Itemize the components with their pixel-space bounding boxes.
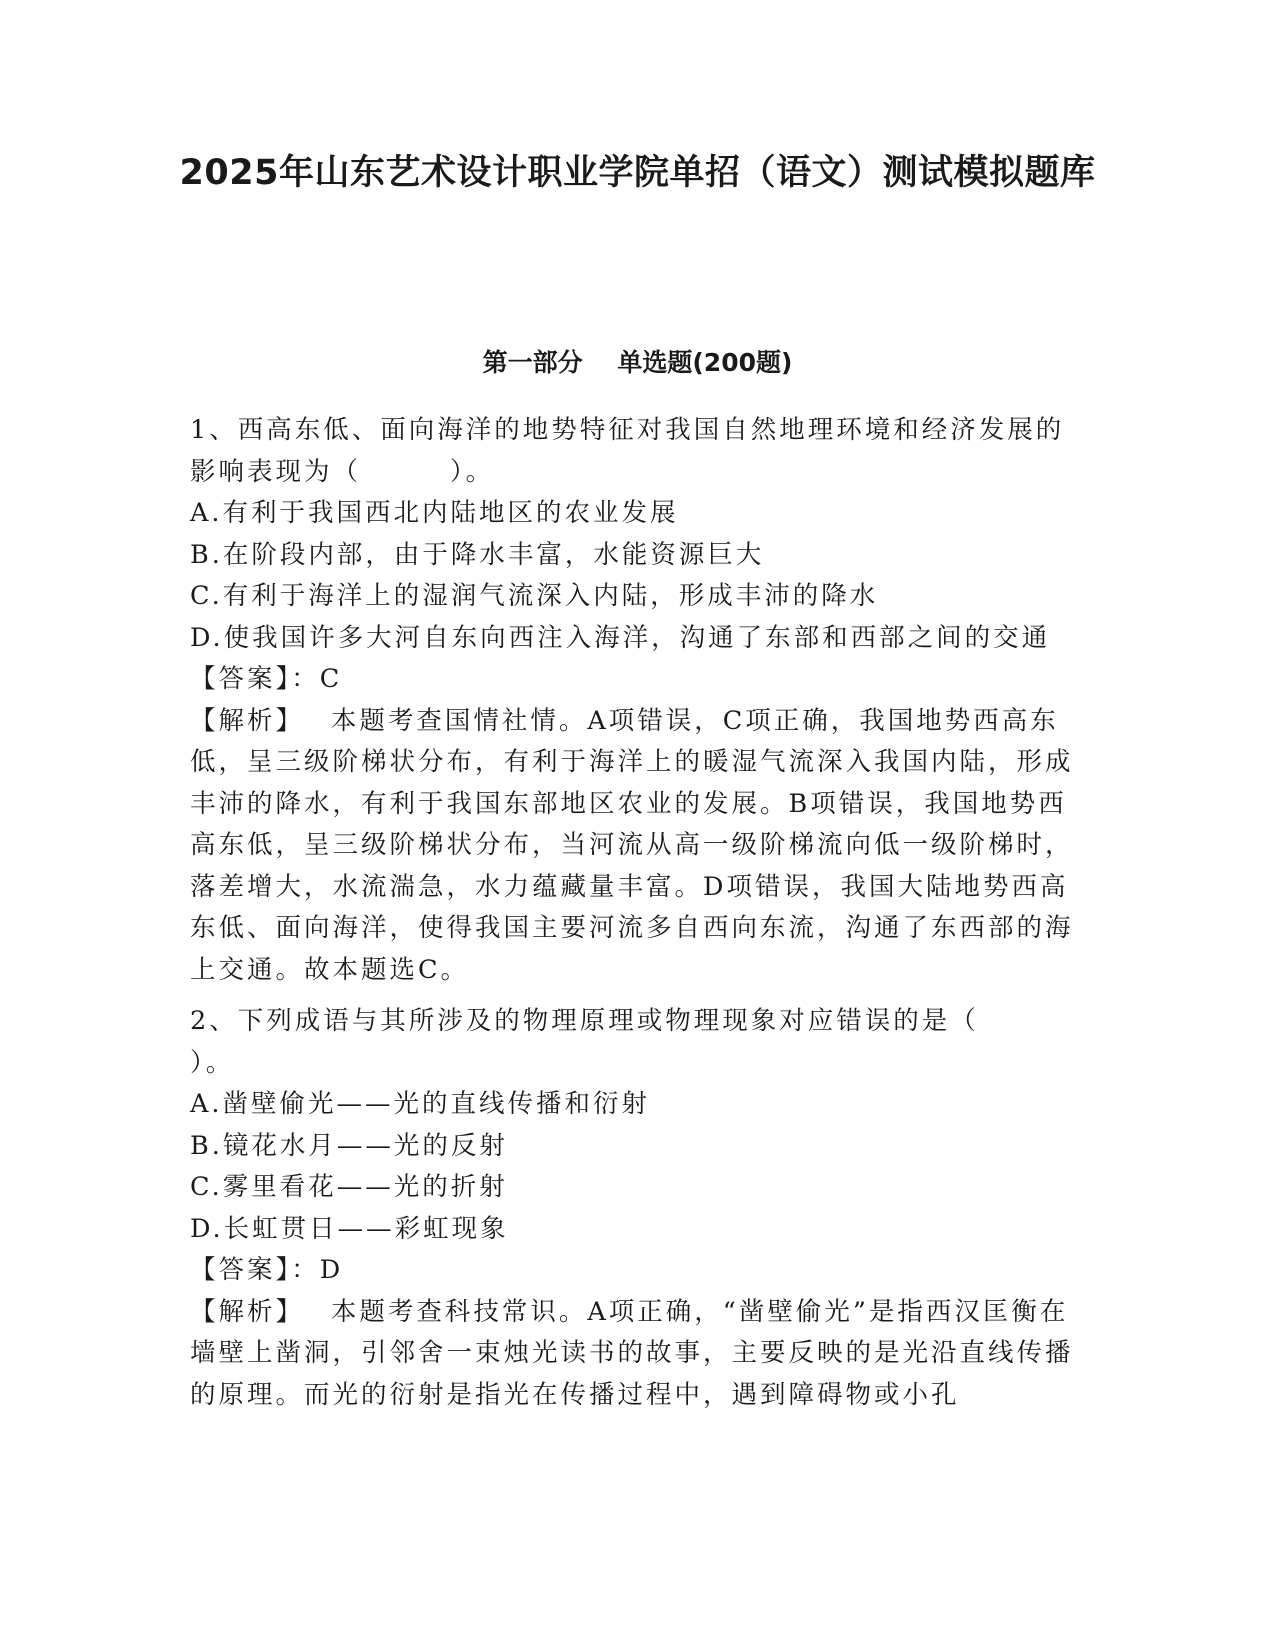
option-b: B.在阶段内部，由于降水丰富，水能资源巨大 <box>190 539 765 570</box>
analysis-text: 本题考查科技常识。A项正确，“凿壁偷光”是指西汉匡衡在墙壁上凿洞，引邻舍一束烛光读书的故事，主要反映的是光沿直线传播的原理。而光的衍射是指光在传播过程中，遇到障碍物或小孔 <box>190 1296 1074 1410</box>
analysis <box>190 701 1085 992</box>
analysis-label: 【解析】 <box>190 705 292 736</box>
option-a: A.凿壁偷光——光的直线传播和衍射 <box>190 1089 651 1119</box>
answer: 【答案】：C <box>190 664 343 694</box>
analysis-label: 【解析】 <box>190 1296 292 1327</box>
analysis-text: 本题考查国情社情。A项错误，C项正确，我国地势西高东低，呈三级阶梯状分布，有利于海洋上的暖湿气流深入我国内陆，形成丰沛的降水，有利于我国东部地区农业的发展。B项错误，我国地势西高东低，呈三级阶梯状分布，当河流从高一级阶梯流向低一级阶梯时，落差增大，水流湍急，水力蕴藏量丰富。D项错误，我国大陆地势西高东低、面向海洋，使得我国主要河流多自西向东流，沟通了东西部的海上交通。故本题选C。 <box>190 705 1074 985</box>
option-d: D.使我国许多大河自东向西注入海洋，沟通了东部和西部之间的交通 <box>190 622 1051 653</box>
question-2 <box>190 1001 1085 1416</box>
analysis <box>190 1292 1085 1417</box>
question-list <box>190 410 1085 1416</box>
option-a: A.有利于我国西北内陆地区的农业发展 <box>190 498 679 528</box>
section-title: 第一部分 单选题(200题) <box>482 348 793 377</box>
option-c: C.有利于海洋上的湿润气流深入内陆，形成丰沛的降水 <box>190 581 879 611</box>
answer: 【答案】：D <box>190 1255 344 1285</box>
question-stem: 1、西高东低、面向海洋的地势特征对我国自然地理环境和经济发展的影响表现为（ ）。 <box>190 415 1065 487</box>
option-c: C.雾里看花——光的折射 <box>190 1172 508 1202</box>
option-b: B.镜花水月——光的反射 <box>190 1130 508 1161</box>
question-1 <box>190 410 1085 991</box>
document-title: 2025年山东艺术设计职业学院单招（语文）测试模拟题库 <box>179 153 1096 193</box>
option-d: D.长虹贯日——彩虹现象 <box>190 1213 509 1244</box>
question-stem: 2、下列成语与其所涉及的物理原理或物理现象对应错误的是（ ）。 <box>190 1006 1068 1078</box>
